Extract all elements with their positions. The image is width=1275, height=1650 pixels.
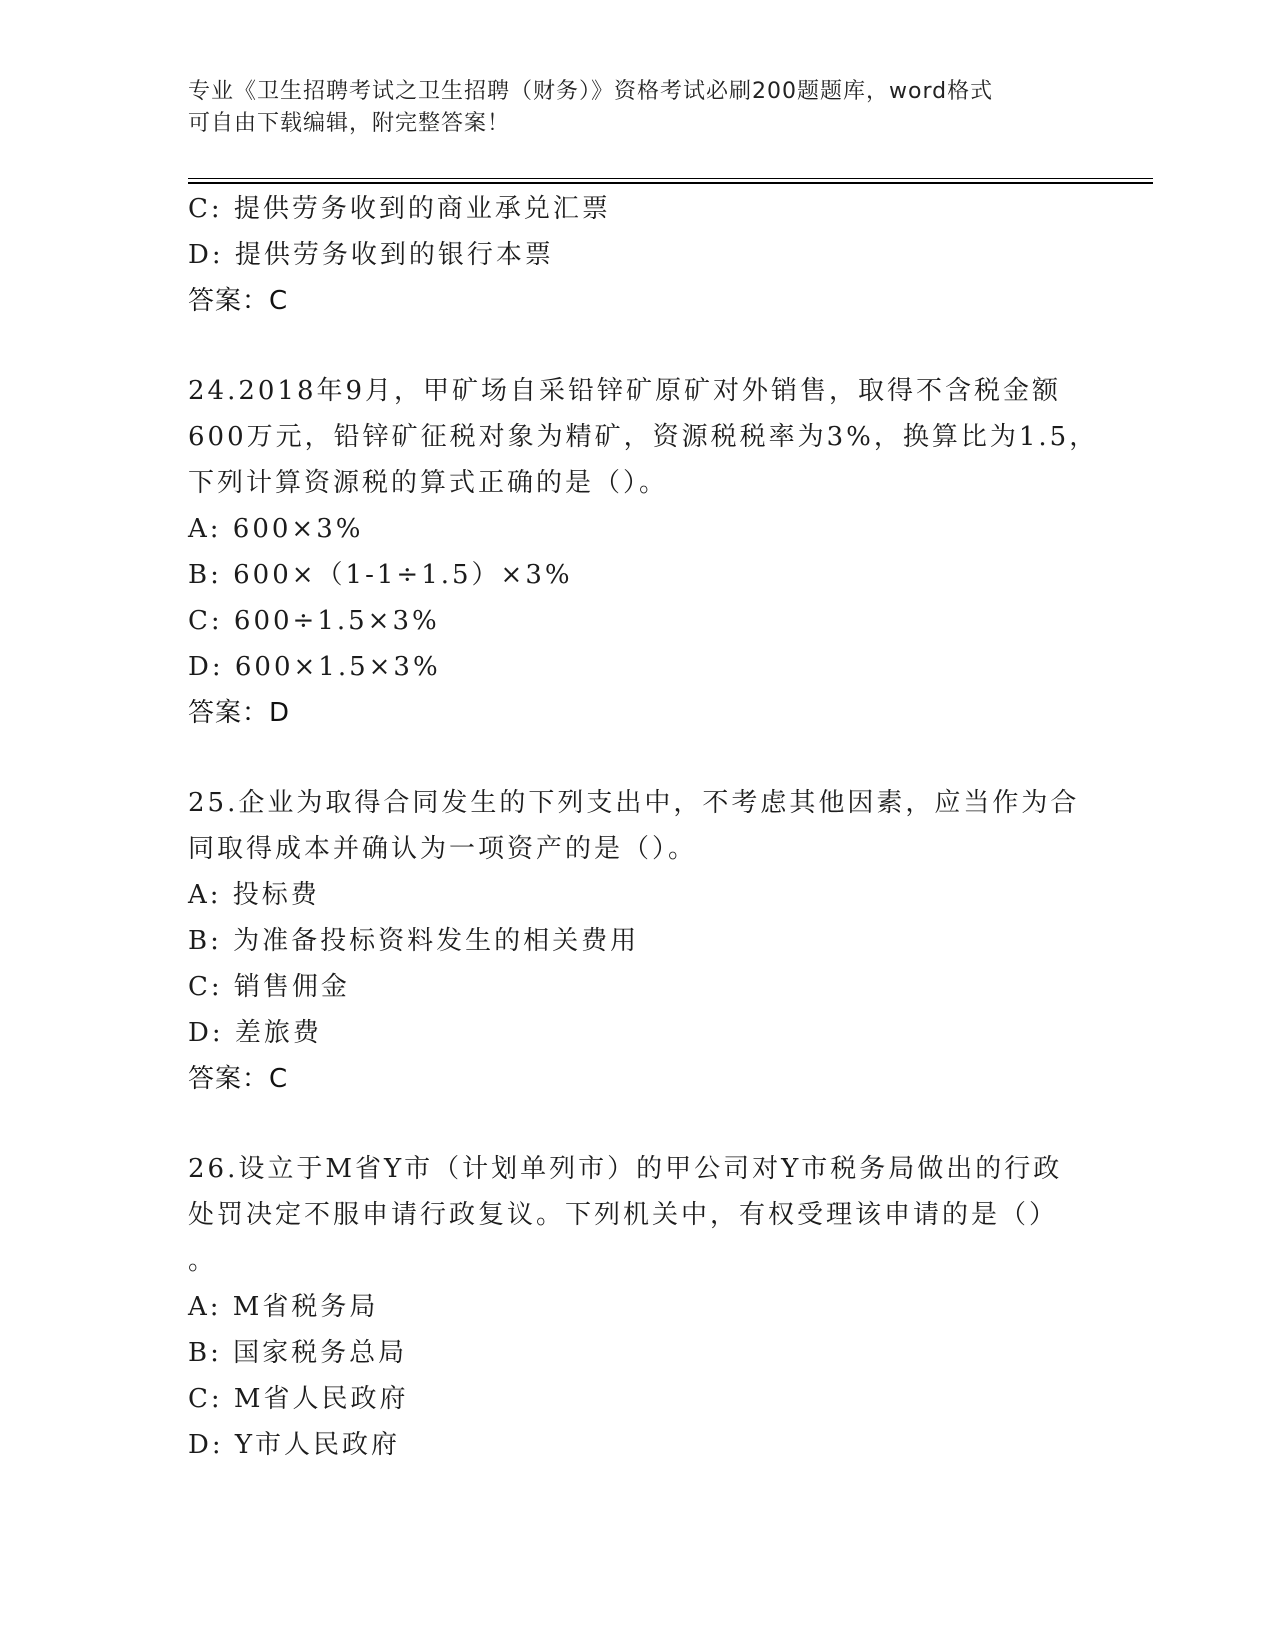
answer-line: 答案：C	[188, 1064, 289, 1094]
option-d: D: 差旅费	[188, 1018, 322, 1048]
spacer	[188, 324, 1088, 368]
question-stem-line: 26.设立于M省Y市（计划单列市）的甲公司对Y市税务局做出的行政	[188, 1154, 1063, 1184]
spacer	[188, 1102, 1088, 1146]
option-d: D: 提供劳务收到的银行本票	[188, 240, 554, 270]
question-23-block	[188, 186, 1088, 324]
question-stem-line: 25.企业为取得合同发生的下列支出中，不考虑其他因素，应当作为合	[188, 788, 1080, 818]
question-24-block	[188, 368, 1099, 736]
option-a: A: 600×3%	[188, 514, 364, 544]
option-c: C: 提供劳务收到的商业承兑汇票	[188, 194, 611, 224]
header-rule-thick	[188, 182, 1153, 184]
question-stem-line: 处罚决定不服申请行政复议。下列机关中，有权受理该申请的是（）	[188, 1200, 1059, 1230]
spacer	[188, 736, 1088, 780]
document-header	[188, 76, 1068, 140]
option-a: A: M省税务局	[188, 1292, 379, 1322]
question-stem-line: 600万元，铅锌矿征税对象为精矿，资源税税率为3%，换算比为1.5，	[188, 422, 1099, 452]
option-b: B: 为准备投标资料发生的相关费用	[188, 926, 640, 956]
question-stem-line: 24.2018年9月，甲矿场自采铅锌矿原矿对外销售，取得不含税金额	[188, 376, 1062, 406]
option-c: C: M省人民政府	[188, 1384, 409, 1414]
option-d: D: Y市人民政府	[188, 1430, 401, 1460]
header-rule-thin	[188, 178, 1153, 179]
option-b: B: 国家税务总局	[188, 1338, 408, 1368]
answer-line: 答案：D	[188, 698, 291, 728]
question-stem-line: 下列计算资源税的算式正确的是（）。	[188, 468, 669, 498]
option-c: C: 600÷1.5×3%	[188, 606, 440, 636]
option-d: D: 600×1.5×3%	[188, 652, 441, 682]
question-25-block	[188, 780, 1088, 1102]
option-c: C: 销售佣金	[188, 972, 350, 1002]
question-content	[188, 186, 1099, 1468]
option-b: B: 600×（1-1÷1.5）×3%	[188, 560, 573, 590]
answer-line: 答案：C	[188, 286, 289, 316]
header-title-line-2: 可自由下载编辑，附完整答案！	[188, 111, 511, 136]
question-stem-line: 同取得成本并确认为一项资产的是（）。	[188, 834, 698, 864]
question-26-block	[188, 1146, 1088, 1468]
option-a: A: 投标费	[188, 880, 320, 910]
question-stem-line: 。	[188, 1246, 218, 1276]
header-title-line-1: 专业《卫生招聘考试之卫生招聘（财务）》资格考试必刷200题题库，word格式	[188, 79, 994, 104]
